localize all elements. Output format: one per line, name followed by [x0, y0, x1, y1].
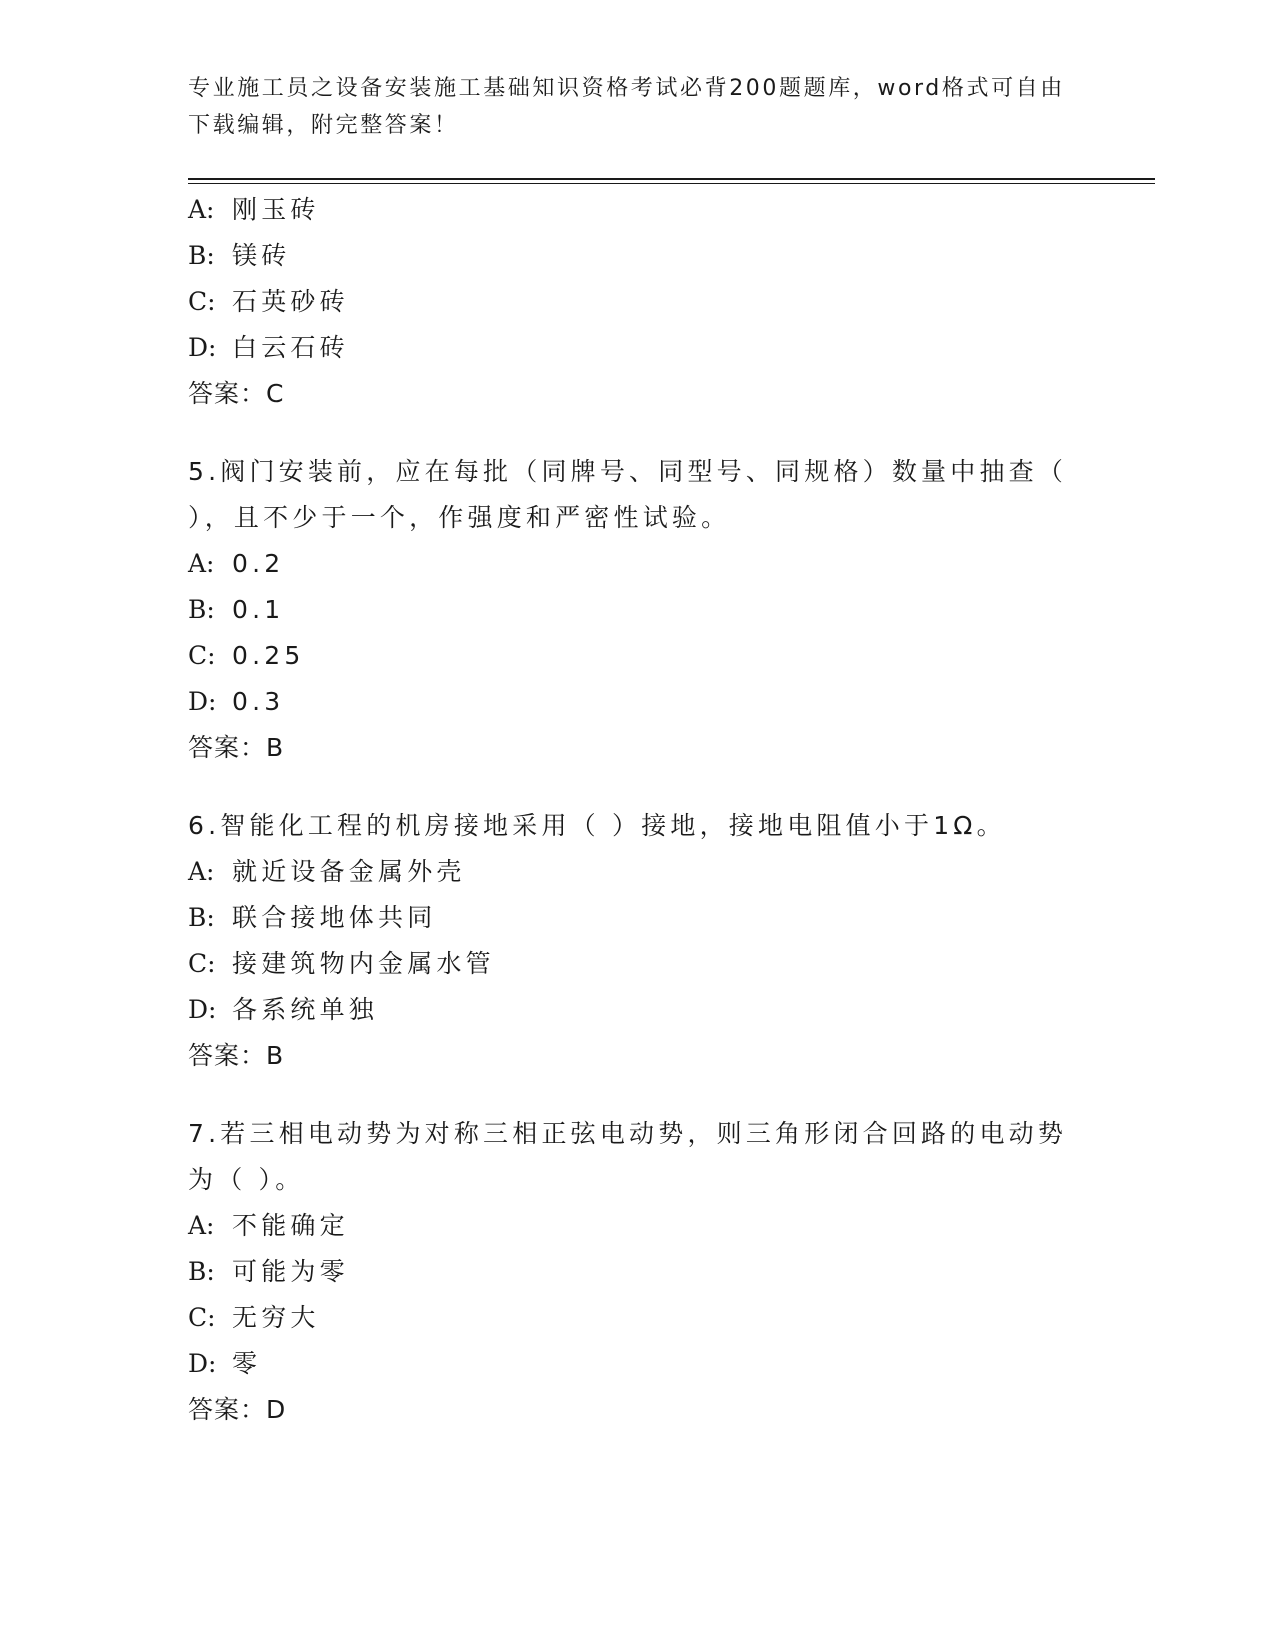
option-text: 可能为零	[232, 1257, 349, 1286]
option-text: 各系统单独	[232, 995, 379, 1024]
option-key: D:	[188, 995, 217, 1024]
question-block-4	[188, 187, 1088, 417]
answer-line: 答案：B	[188, 733, 285, 762]
answer-line: 答案：C	[188, 379, 285, 408]
option-text: 刚玉砖	[232, 195, 320, 224]
option-text: 白云石砖	[232, 333, 349, 362]
header-divider-bottom	[188, 183, 1155, 184]
header-line-2: 下载编辑，附完整答案！	[188, 113, 459, 138]
option-b	[188, 233, 1088, 279]
option-text: 接建筑物内金属水管	[232, 949, 495, 978]
option-a	[188, 1203, 1088, 1249]
option-b	[188, 1249, 1088, 1295]
option-c	[188, 941, 1088, 987]
option-key: A:	[188, 1211, 215, 1240]
option-b	[188, 587, 1088, 633]
option-text: 就近设备金属外壳	[232, 857, 466, 886]
option-text: 0.25	[232, 641, 305, 670]
question-text-line-1: 6.智能化工程的机房接地采用（ ）接地，接地电阻值小于1Ω。	[188, 811, 1006, 840]
option-key: C:	[188, 949, 216, 978]
question-block-5	[188, 449, 1088, 771]
option-key: A:	[188, 549, 215, 578]
option-key: B:	[188, 903, 215, 932]
header-divider-top	[188, 178, 1155, 180]
answer-line: 答案：B	[188, 1041, 285, 1070]
option-c	[188, 633, 1088, 679]
question-text-line-1: 7.若三相电动势为对称三相正弦电动势，则三角形闭合回路的电动势	[188, 1119, 1068, 1148]
option-text: 0.1	[232, 595, 285, 624]
option-text: 联合接地体共同	[232, 903, 437, 932]
question-block-6	[188, 803, 1088, 1079]
option-d	[188, 679, 1088, 725]
option-text: 0.3	[232, 687, 285, 716]
option-d	[188, 987, 1088, 1033]
option-key: B:	[188, 241, 215, 270]
option-key: A:	[188, 195, 215, 224]
header-line-1: 专业施工员之设备安装施工基础知识资格考试必背200题题库，word格式可自由	[188, 76, 1065, 101]
option-key: B:	[188, 1257, 215, 1286]
option-d	[188, 325, 1088, 371]
option-text: 0.2	[232, 549, 285, 578]
question-block-7	[188, 1111, 1088, 1433]
option-c	[188, 279, 1088, 325]
question-text-line-1: 5.阀门安装前，应在每批（同牌号、同型号、同规格）数量中抽查（	[188, 457, 1068, 486]
option-a	[188, 187, 1088, 233]
option-key: A:	[188, 857, 215, 886]
document-header	[188, 70, 1068, 144]
option-a	[188, 849, 1088, 895]
option-c	[188, 1295, 1088, 1341]
option-key: C:	[188, 641, 216, 670]
option-text: 镁砖	[232, 241, 291, 270]
option-text: 无穷大	[232, 1303, 320, 1332]
option-b	[188, 895, 1088, 941]
option-key: D:	[188, 687, 217, 716]
option-key: B:	[188, 595, 215, 624]
option-key: C:	[188, 287, 216, 316]
option-text: 石英砂砖	[232, 287, 349, 316]
option-key: C:	[188, 1303, 216, 1332]
question-text-line-2: 为（ ）。	[188, 1165, 305, 1194]
question-list	[188, 187, 1088, 1433]
option-a	[188, 541, 1088, 587]
option-text: 不能确定	[232, 1211, 349, 1240]
option-key: D:	[188, 1349, 217, 1378]
answer-line: 答案：D	[188, 1395, 287, 1424]
option-key: D:	[188, 333, 217, 362]
question-text-line-2: ），且不少于一个，作强度和严密性试验。	[188, 503, 731, 532]
option-text: 零	[232, 1349, 262, 1378]
option-d	[188, 1341, 1088, 1387]
